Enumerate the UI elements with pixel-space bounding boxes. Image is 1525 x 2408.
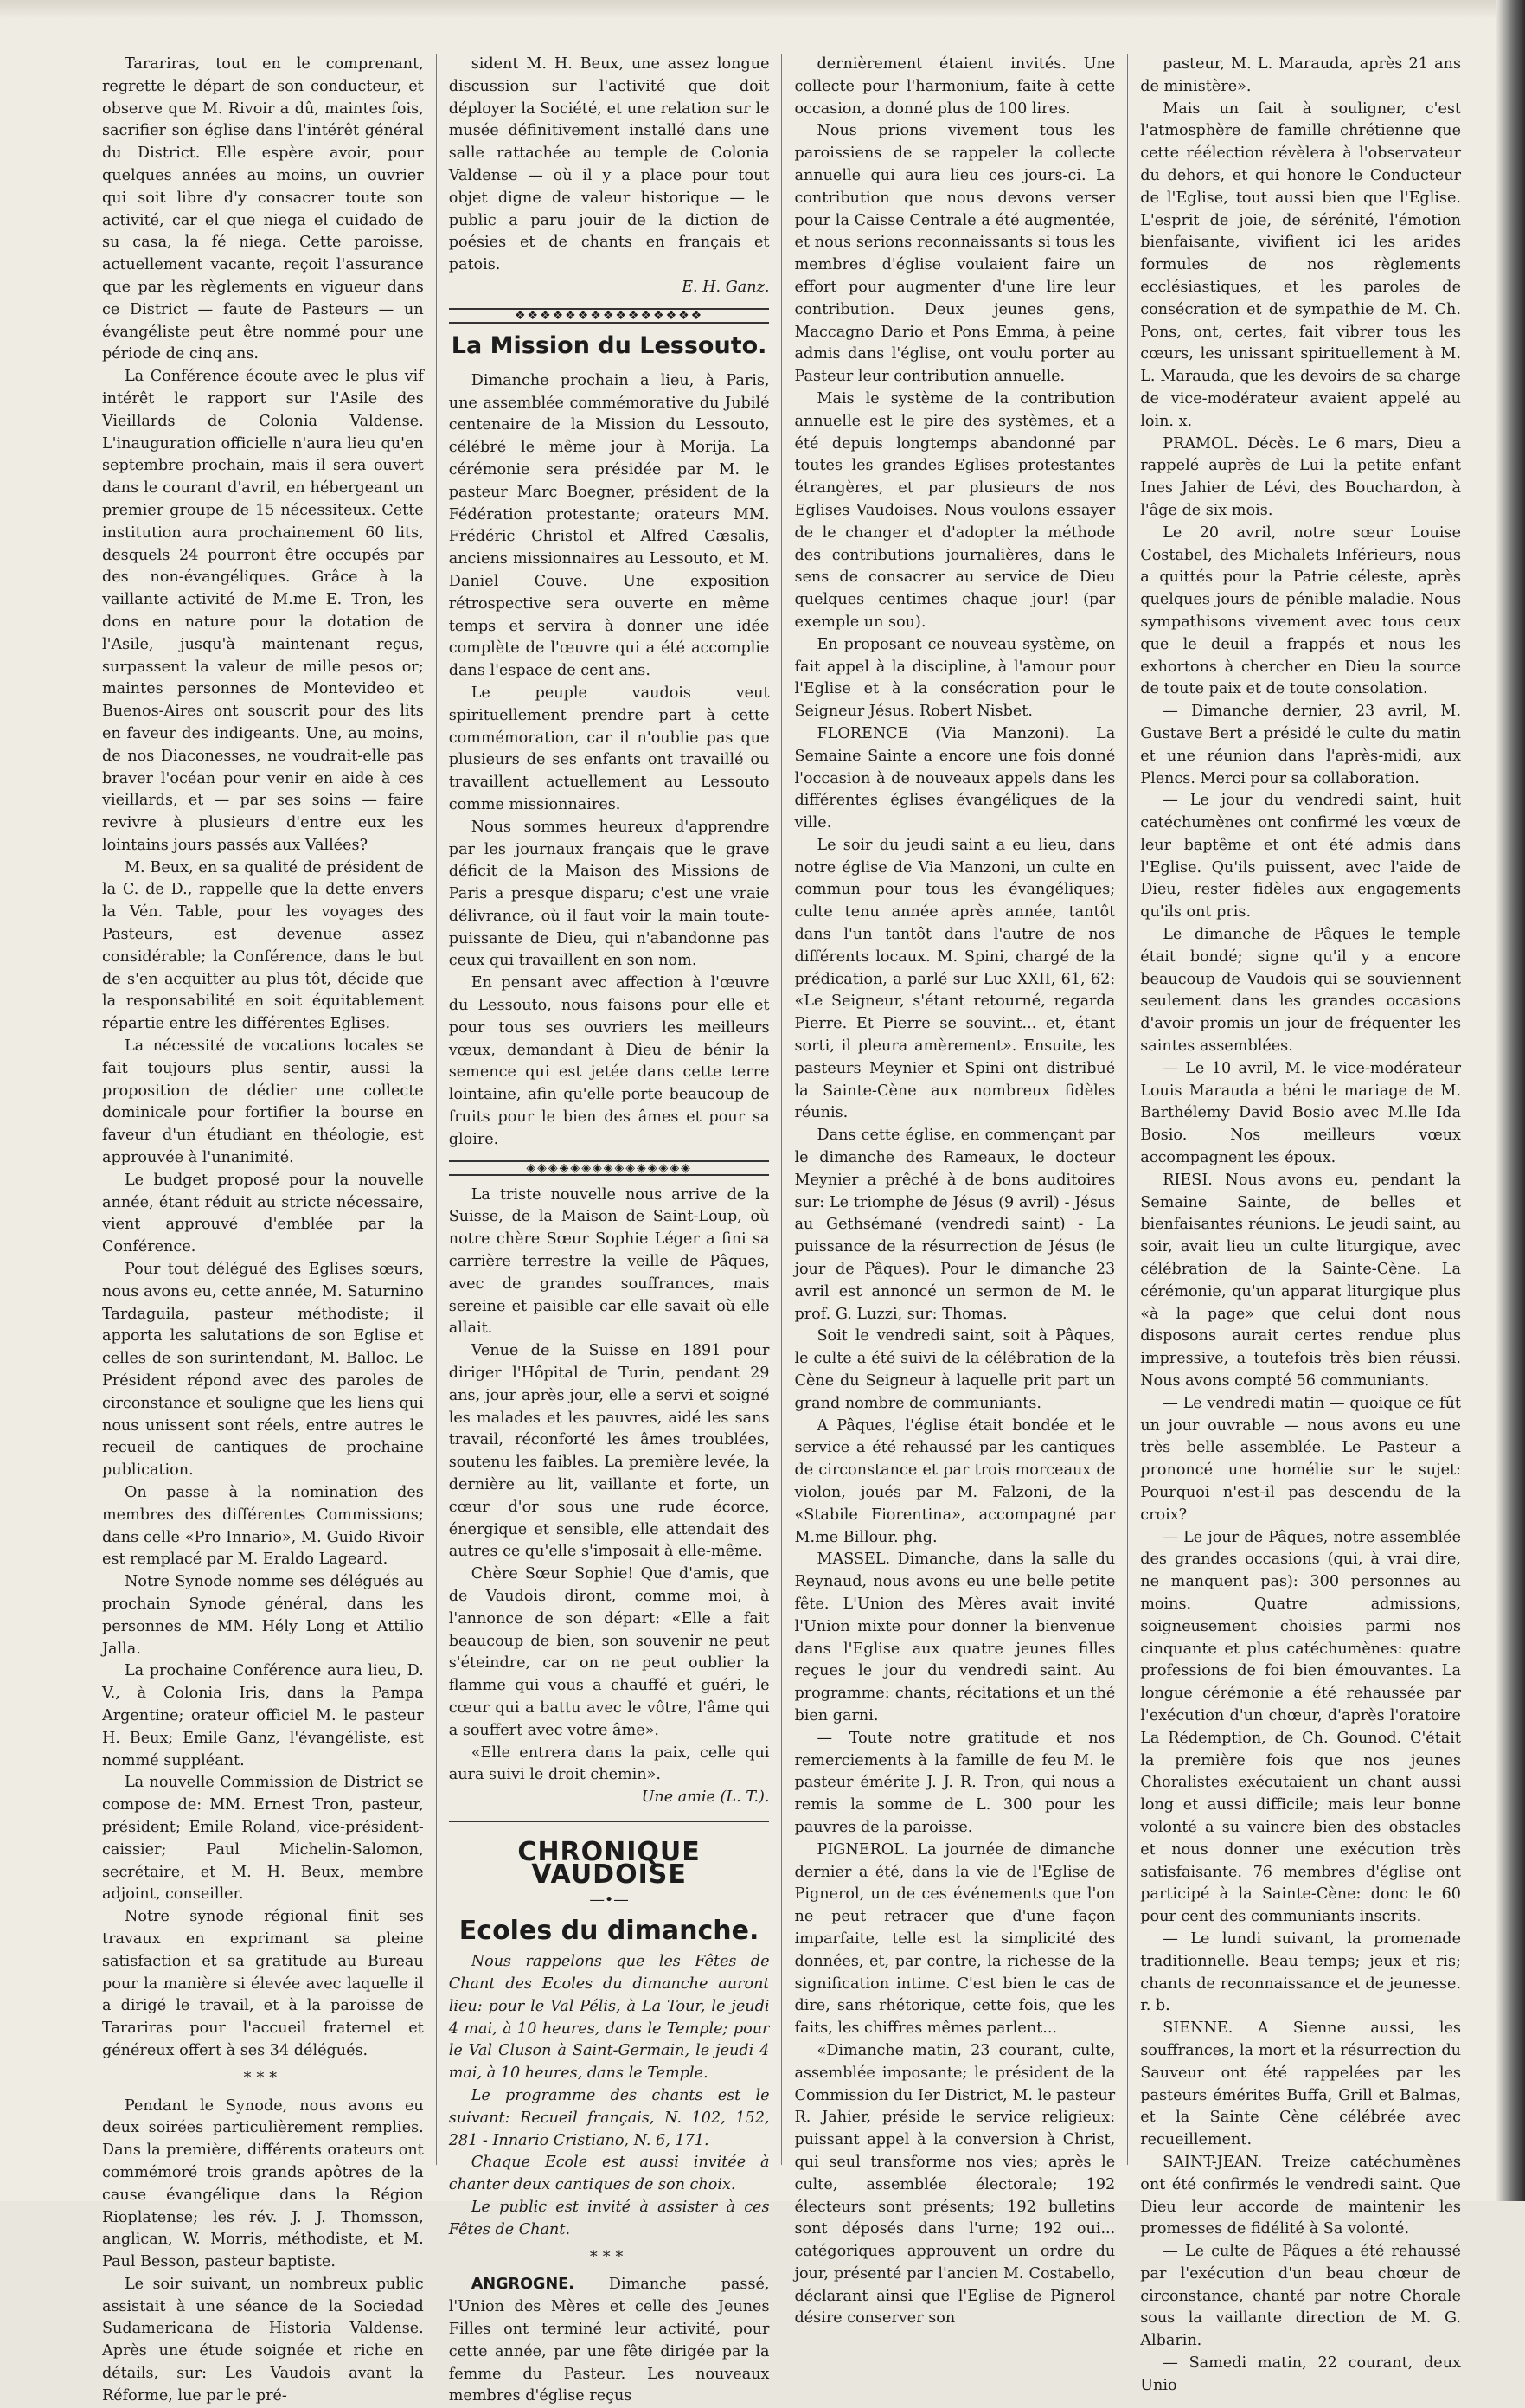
paragraph: SIENNE. A Sienne aussi, les souffrances, la mort et la résurrection du Sauveur ont été rappelées par les pasteurs émérites Buffa, Grill et Balmas, et la Sainte Cène célébrée avec recueillement. — [1140, 2020, 1461, 2149]
paragraph: Dimanche prochain a lieu, à Paris, une assemblée commémorative du Jubilé centenaire de la Mission du Lessouto, célébré le même jour à Morija. La cérémonie sera présidée par M. le pasteur Marc Boegner, président de la Fédération protestante; orateurs MM. Frédéric Christol et Alfred Cæsalis, anciens missionnaires au Lessouto, et M. Daniel Couve. Une exposition rétrospective sera ouverte en même temps et servira à donner une idée complète de l'œuvre qui a été accomplie dans l'espace de cent ans. — [448, 371, 770, 680]
paragraph: A Pâques, l'église était bondée et le service a été rehaussé par les cantiques de circonstance et par trois morceaux de violon, joués par M. Falzoni, de la «Stabile Fiorentina», accompagné par M.me Billour. phg. — [794, 1416, 1116, 1546]
paragraph: «Dimanche matin, 23 courant, culte, assemblée imposante; le président de la Commission du Ier District, M. le pasteur R. Jahier, préside le service religieux: puissant appel à la conversion à Christ, qui seul transforme nos vies; après le culte, assemblée électorale; 192 électeurs sont présents; 192 bulletins sont déposés dans l'urne; 192 oui... catégoriques approuvent un ordre du jour, présenté par l'ancien M. Costabello, déclarant ainsi que l'Eglise de Pignerol désire conserver son — [794, 2041, 1116, 2328]
paragraph: — Le lundi suivant, la promenade traditionnelle. Beau temps; jeux et ris; chants de reconnaissance et de jeunesse. r. b. — [1140, 1930, 1461, 2015]
paragraph: MASSEL. Dimanche, dans la salle du Reynaud, nous avons eu une belle petite fête. L'Union des Mères avait invité l'Union mixte pour donner la bienvenue dans l'Eglise aux quatre jeunes filles reçues le jour du vendredi saint. Au programme: chants, récitations et un thé bien garni. — [794, 1551, 1116, 1724]
ornament-divider: ◈◈◈◈◈◈◈◈◈◈◈◈◈◈◈ — [449, 1160, 770, 1176]
paragraph: Nous sommes heureux d'apprendre par les journaux français que le grave déficit de la Maison des Missions de Paris a presque disparu; c'est une vraie délivrance, où il faut voir la main toute-puissante de Dieu, qui n'abandonne pas ceux qui travaillent en son nom. — [448, 818, 770, 970]
paragraph: Notre Synode nomme ses délégués au prochain Synode général, dans les personnes de MM. Hély Long et Attilio Jalla. — [102, 1573, 424, 1658]
paragraph: Nous rappelons que les Fêtes de Chant des Ecoles du dimanche auront lieu: pour le Val Pélis, à La Tour, le jeudi 4 mai, à 10 heures, dans le Temple; pour le Val Cluson à Saint-Germain, le jeudi 4 mai, à 10 heures, dans le Temple. — [448, 1953, 770, 2083]
paragraph: Tarariras, tout en le comprenant, regrette le départ de son conducteur, et observe que M. Rivoir a dû, maintes fois, sacrifier son église dans l'intérêt général du District. Elle espère avoir, pour quelques années au moins, un ouvrier qui soit libre d'y consacrer toute son activité, car el que niega el cuidado de su casa, la fé niega. Cette paroisse, actuellement vacante, reçoit l'assurance que par les règlements en vigueur dans ce District — faute de Pasteurs — un évangéliste peut être nommé pour une période de cinq ans. — [102, 55, 424, 363]
paragraph: PIGNEROL. La journée de dimanche dernier a été, dans la vie de l'Eglise de Pignerol, un de ces événements que l'on ne peut retracer que d'une façon imparfaite, telle est la simplicité des données, et, par contre, la richesse de la signification intime. C'est bien le cas de dire, sans rhétorique, cette fois, que les faits, les chiffres mêmes parlent... — [794, 1840, 1116, 2038]
paragraph: M. Beux, en sa qualité de président de la C. de D., rappelle que la dette envers la Vén. Table, pour les voyages des Pasteurs, est devenue assez considérable; la Conférence, dans le but de s'en acquitter au plus tôt, décide que la responsabilité en soit équitablement répartie entre les différentes Eglises. — [102, 858, 424, 1033]
column-3 — [781, 54, 1127, 2328]
paragraph: La prochaine Conférence aura lieu, D. V., à Colonia Iris, dans la Pampa Argentine; orateur officiel M. le pasteur H. Beux; Emile Ganz, l'évangéliste, est nommé suppléant. — [102, 1662, 424, 1769]
section-divider-stars: *** — [243, 2069, 283, 2087]
paragraph: sident M. H. Beux, une assez longue discussion sur l'activité que doit déployer la Société, et une relation sur le musée définitivement installé dans une salle rattachée au temple de Colonia Valdense — où il y a place pour tout objet digne de valeur historique — le public a paru jouir de la diction de poésies et de chants en français et patois. — [448, 55, 770, 274]
paragraph: Le dimanche de Pâques le temple était bondé; signe qu'il y a encore beaucoup de Vaudois qui se souviennent seulement dans les grandes occasions d'avoir promis un jour de fréquenter les saintes assemblées. — [1140, 926, 1461, 1056]
paragraph: RIESI. Nous avons eu, pendant la Semaine Sainte, de belles et bienfaisantes réunions. Le jeudi saint, au soir, avait lieu un culte liturgique, avec célébration de la Sainte-Cène. La cérémonie, qu'un apparat liturgique plus «à la page» que celui dont nous disposons aurait certes rendue plus impressive, a toutefois très bien réussi. Nous avons compté 56 communiants. — [1140, 1171, 1461, 1390]
column-2 — [436, 54, 782, 2405]
paragraph: Mais un fait à souligner, c'est l'atmosphère de famille chrétienne que cette réélection révèlera à l'observateur du dehors, et qui honore le Conducteur de l'Eglise, tout aussi bien que l'Eglise. L'esprit de joie, de sérénité, l'émotion bienfaisante, vivifient ici les arides formules de nos règlements ecclésiastiques, et les paroles de consécration et de sympathie de M. Ch. Pons, ont, certes, fait vibrer tous les cœurs, les unissant spirituellement à M. L. Marauda, que les devoirs de sa charge de vice-modérateur avaient appelé au loin. x. — [1140, 100, 1461, 430]
article-title-mission: La Mission du Lessouto. — [451, 331, 767, 359]
paragraph-text: Dimanche passé, l'Union des Mères et celle des Jeunes Filles ont terminé leur activité, pour cette année, par une fête dirigée par la femme du Pasteur. Les nouveaux membres d'église reçus — [448, 2276, 770, 2405]
section-title-chronique: CHRONIQUE VAUDOISE — [517, 1836, 701, 1890]
paragraph: Le peuple vaudois veut spirituellement prendre part à cette commémoration, car il n'oublie pas que plusieurs de ses enfants ont travaillé ou travaillent actuellement au Lessouto comme missionnaires. — [448, 684, 770, 813]
paragraph: La triste nouvelle nous arrive de la Suisse, de la Maison de Saint-Loup, où notre chère Sœur Sophie Léger a fini sa carrière terrestre la veille de Pâques, avec de grandes souffrances, mais sereine et paisible car elle savait où elle allait. — [448, 1185, 770, 1338]
paragraph: FLORENCE (Via Manzoni). La Semaine Sainte a encore une fois donné l'occasion à de nouveaux appels dans les différentes églises évangéliques de la ville. — [794, 724, 1116, 832]
rule-divider — [449, 1820, 770, 1831]
paragraph: — Toute notre gratitude et nos remerciements à la famille de feu M. le pasteur émérite J. J. R. Tron, qui nous a remis la somme de L. 300 pour les pauvres de la paroisse. — [794, 1729, 1116, 1836]
paragraph: — Le culte de Pâques a été rehaussé par l'exécution d'un beau chœur de circonstance, chanté par notre Chorale sous la vaillante direction de M. G. Albarin. — [1140, 2243, 1461, 2350]
locality-heading: ANGROGNE. — [471, 2276, 574, 2294]
ornament-divider: ❖❖❖❖❖❖❖❖❖❖❖❖❖❖❖ — [449, 308, 770, 324]
paragraph: Le soir du jeudi saint a eu lieu, dans notre église de Via Manzoni, un culte en commun pour tous les évangéliques; culte tenu année après année, tantôt dans l'un tantôt dans l'autre de nos différents locaux. M. Spini, chargé de la prédication, a parlé sur Luc XXII, 61, 62: «Le Seigneur, s'étant retourné, regarda Pierre. Et Pierre se souvint... et, étant sorti, il pleura amèrement». Ensuite, les pasteurs Meynier et Spini ont distribué la Sainte-Cène aux nombreux fidèles réunis. — [794, 836, 1116, 1122]
paragraph: — Le jour de Pâques, notre assemblée des grandes occasions (qui, à vrai dire, ne manquent pas): 300 personnes au moins. Quatre admissions, soigneusement choisies parmi nos cinquante et plus catéchumènes: quatre professions de foi bien émouvantes. La longue cérémonie a été rehaussée par l'exécution d'un chœur, d'après l'oratoire La Rédemption, de Ch. Gounod. C'était la première fois que nos jeunes Choralistes exécutaient un chant aussi long et aussi difficile; mais leur bonne volonté a su vaincre bien des obstacles et nous donner une exécution très satisfaisante. 76 membres d'église ont participé à la Sainte-Cène: donc le 60 pour cent des communiants inscrits. — [1140, 1528, 1461, 1926]
paragraph: Nous prions vivement tous les paroissiens de se rappeler la collecte annuelle qui aura lieu ces jours-ci. La contribution que nous devons verser pour la Caisse Centrale a été augmentée, et nous serions reconnaissants si tous les membres d'église voulaient faire un effort pour augmenter d'une lire leur contribution. Deux jeunes gens, Maccagno Dario et Pons Emma, à peine admis dans l'église, ont voulu porter au Pasteur leur contribution annuelle. — [794, 122, 1116, 386]
column-4 — [1127, 54, 1473, 2394]
columns — [90, 54, 1473, 2405]
column-1 — [90, 54, 436, 2405]
page-top-edge — [0, 0, 1525, 19]
paragraph: Le soir suivant, un nombreux public assistait à une séance de la Sociedad Sudamericana de Historia Valdense. Après une étude soignée et riche en détails, sur: Les Vaudois avant la Réforme, lue par le pré- — [102, 2275, 424, 2405]
paragraph: SAINT-JEAN. Treize catéchumènes ont été confirmés le vendredi saint. Que Dieu leur accorde de maintenir les promesses de fidélité à Sa volonté. — [1140, 2153, 1461, 2238]
paragraph: — Le 10 avril, M. le vice-modérateur Louis Marauda a béni le mariage de M. Barthélemy David Bosio avec M.lle Ida Bosio. Nos meilleurs vœux accompagnent les époux. — [1140, 1059, 1461, 1167]
paragraph: Chère Sœur Sophie! Que d'amis, que de Vaudois diront, comme moi, à l'annonce de son départ: «Elle a fait beaucoup de bien, son souvenir ne peut s'éteindre, car on ne peut oublier la flamme qui vous a chauffé et guéri, le cœur qui a battu avec le vôtre, l'âme qui a souffert avec votre âme». — [448, 1565, 770, 1739]
paragraph: En proposant ce nouveau système, on fait appel à la discipline, à l'amour pour l'Eglise et à la consécration pour le Seigneur Jésus. Robert Nisbet. — [794, 635, 1116, 721]
paragraph: «Elle entrera dans la paix, celle qui aura suivi le droit chemin». — [448, 1743, 770, 1784]
paragraph: PRAMOL. Décès. Le 6 mars, Dieu a rappelé auprès de Lui la petite enfant Ines Jahier de Lévi, des Bouchardon, à l'âge de six mois. — [1140, 434, 1461, 519]
paragraph: Soit le vendredi saint, soit à Pâques, le culte a été suivi de la célébration de la Cène du Seigneur à laquelle prit part un grand nombre de communiants. — [794, 1327, 1116, 1412]
paragraph: En pensant avec affection à l'œuvre du Lessouto, nous faisons pour elle et pour tous ses ouvriers les meilleurs vœux, demandant à Dieu de bénir la semence qui est jetée dans cette terre lointaine, afin qu'elle porte beaucoup de fruits pour le bien des âmes et pour sa gloire. — [448, 974, 770, 1148]
paragraph: Dans cette église, en commençant par le dimanche des Rameaux, le docteur Meynier a prêché à de bons auditoires sur: Le triomphe de Jésus (9 avril) - Jésus au Gethsémané (vendredi saint) - La puissance de la résurrection de Jésus (le jour de Pâques). Pour le dimanche 23 avril est annoncé un sermon de M. le prof. G. Luzzi, sur: Thomas. — [794, 1127, 1116, 1323]
paragraph — [449, 2274, 770, 2408]
paragraph: — Dimanche dernier, 23 avril, M. Gustave Bert a présidé le culte du matin et une réunion dans l'après-midi, aux Plencs. Merci pour sa collaboration. — [1140, 703, 1461, 787]
article-signature: Une amie (L. T.). — [641, 1788, 770, 1807]
paragraph: Le budget proposé pour la nouvelle année, étant réduit au stricte nécessaire, vient approuvé d'emblée par la Conférence. — [102, 1171, 424, 1256]
page-binding-shadow — [1496, 0, 1525, 2201]
paragraph: — Le jour du vendredi saint, huit catéchumènes ont confirmé les vœux de leur baptême et ont été admis dans l'Eglise. Qu'ils puissent, avec l'aide de Dieu, rester fidèles aux engagements qu'ils ont pris. — [1140, 792, 1461, 921]
paragraph: Le programme des chants est le suivant: Recueil français, N. 102, 152, 281 - Innario Cristiano, N. 6, 171. — [448, 2086, 770, 2149]
section-divider-stars: *** — [589, 2248, 629, 2266]
article-signature: E. H. Ganz. — [682, 278, 770, 296]
paragraph: Mais le système de la contribution annuelle est le pire des systèmes, et a été depuis longtemps abandonné par toutes les grandes Eglises protestantes étrangères, et par plusieurs de nos Eglises Vaudoises. Nous voulons essayer de le changer et d'adopter la méthode des contributions journalières, dans le sens de consacrer au service de Dieu quelques centimes chaque jour! (par exemple un sou). — [794, 389, 1116, 631]
paragraph: La nécessité de vocations locales se fait toujours plus sentir, aussi la proposition de dédier une collecte dominicale pour fortifier la bourse en faveur d'un étudiant en théologie, est approuvée à l'unanimité. — [102, 1037, 424, 1167]
paragraph: La nouvelle Commission de District se compose de: MM. Ernest Tron, pasteur, président; Emile Roland, vice-président-caissier; Paul Michelin-Salomon, secrétaire, et M. H. Beux, membre adjoint, conseiller. — [102, 1774, 424, 1904]
paragraph: Pour tout délégué des Eglises sœurs, nous avons eu, cette année, M. Saturnino Tardaguila, pasteur méthodiste; il apporta les salutations de son Eglise et celles de son surintendant, M. Balloc. Le Président répond avec des paroles de circonstance et souligne que les liens qui nous unissent sont réels, entre autres le recueil de cantiques de prochaine publication. — [102, 1261, 424, 1480]
article-title-ecoles: Ecoles du dimanche. — [458, 1916, 759, 1947]
paragraph: dernièrement étaient invités. Une collecte pour l'harmonium, faite à cette occasion, a donné plus de 100 lires. — [794, 55, 1116, 118]
paragraph: Pendant le Synode, nous avons eu deux soirées particulièrement remplies. Dans la première, différents orateurs ont commémoré trois grands apôtres de la cause évangélique dans la Région Rioplatense; les rév. J. J. Thomsson, anglican, W. Morris, méthodiste, et M. Paul Besson, pasteur baptiste. — [102, 2097, 424, 2271]
paragraph: La Conférence écoute avec le plus vif intérêt le rapport sur l'Asile des Vieillards de Colonia Valdense. L'inauguration officielle n'aura lieu qu'en septembre prochain, mais il sera ouvert dans le courant d'avril, en hébergeant un premier groupe de 15 nécessiteux. Cette institution aura prochainement 60 lits, desquels 24 pourront être occupés par des non-évangéliques. Grâce à la vaillante activité de M.me E. Tron, les dons en nature pour la dotation de l'Asile, jusqu'à maintenant reçus, surpassent la valeur de mille pesos or; maintes personnes de Montevideo et Buenos-Aires ont souscrit pour des lits en faveur des indigeants. Une, au moins, de nos Diaconesses, ne voudrait-elle pas braver l'océan pour venir en aide à ces vieillards, et — par ses soins — faire revivre à plusieurs d'entre eux les lointains jours passés aux Vallées? — [102, 368, 424, 854]
paragraph: Le public est invité à assister à ces Fêtes de Chant. — [448, 2198, 770, 2238]
paragraph: Venue de la Suisse en 1891 pour diriger l'Hôpital de Turin, pendant 29 ans, jour après jour, elle a servi et soigné les malades et les pauvres, aidé les sans travail, réconforté les âmes troublées, soutenu les faibles. La première levée, la dernière au lit, vaillante et forte, un cœur d'or sous une rude écorce, énergique et sensible, elle attendait des autres ce qu'elle s'imposait à elle-même. — [448, 1342, 770, 1561]
paragraph: pasteur, M. L. Marauda, après 21 ans de ministère». — [1140, 55, 1461, 95]
paragraph: Notre synode régional finit ses travaux en exprimant sa pleine satisfaction et sa gratitude au Bureau pour la manière si élevée avec laquelle il a dirigé le travail, et à la paroisse de Tarariras pour l'accueil fraternel et généreux offert à ses 34 délégués. — [102, 1908, 424, 2059]
paragraph: Le 20 avril, notre sœur Louise Costabel, des Michalets Inférieurs, nous a quittés pour la Patrie céleste, après quelques jours de pénible maladie. Nous sympathisons vivement avec tous ceux que le deuil a frappés et nous les exhortons à chercher en Dieu la source de toute paix et de toute consolation. — [1140, 523, 1461, 698]
paragraph: On passe à la nomination des membres des différentes Commissions; dans celle «Pro Innario», M. Guido Rivoir est remplacé par M. Eraldo Lageard. — [102, 1484, 424, 1569]
ornament-small: —•— — [589, 1891, 629, 1909]
paragraph: Chaque Ecole est aussi invitée à chanter deux cantiques de son choix. — [448, 2154, 770, 2194]
paragraph: — Samedi matin, 22 courant, deux Unio — [1140, 2354, 1461, 2394]
paragraph: — Le vendredi matin — quoique ce fût un jour ouvrable — nous avons eu une très belle assemblée. Le Pasteur a prononcé une homélie sur le sujet: Pourquoi n'est-il pas descendu de la croix? — [1140, 1394, 1461, 1524]
